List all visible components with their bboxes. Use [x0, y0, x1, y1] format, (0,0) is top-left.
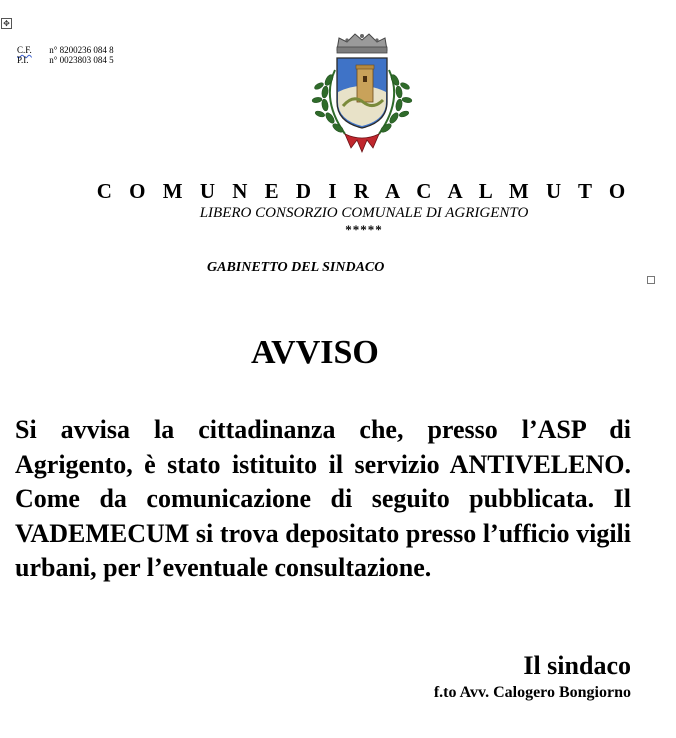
notice-title: AVVISO: [251, 334, 379, 371]
table-move-handle-icon[interactable]: ✥: [1, 18, 12, 29]
crown-icon: [337, 34, 387, 53]
coat-of-arms-icon: [307, 30, 417, 156]
table-resize-handle[interactable]: [647, 276, 655, 284]
notice-body: Si avvisa la cittadinanza che, presso l’ASP di Agrigento, è stato istituito il servizio ANTIVELENO. Come da comunicazione di seguito pubblicata. Il VADEMECUM si trova depositato presso l’ufficio vigili urbani, per l’eventuale consultazione.: [15, 415, 631, 582]
vat-number-label: P.I.: [17, 55, 29, 65]
separator-stars: *****: [345, 222, 383, 237]
fiscal-code-label: C.F.: [17, 45, 32, 55]
fiscal-code-row: [17, 45, 114, 55]
mayor-cabinet-label: GABINETTO DEL SINDACO: [207, 260, 385, 275]
municipality-title: C O M U N E D I R A C A L M U T O: [96, 179, 632, 203]
consortium-subtitle: LIBERO CONSORZIO COMUNALE DI AGRIGENTO: [199, 205, 529, 221]
fiscal-code-value: n° 8200236 084 8: [49, 45, 114, 55]
signature-role: Il sindaco: [523, 651, 631, 680]
vat-number-row: [17, 55, 114, 65]
fiscal-codes: [17, 45, 114, 65]
vat-number-value: n° 0023803 084 5: [49, 55, 114, 65]
signature-name: f.to Avv. Calogero Bongiorno: [433, 684, 631, 701]
